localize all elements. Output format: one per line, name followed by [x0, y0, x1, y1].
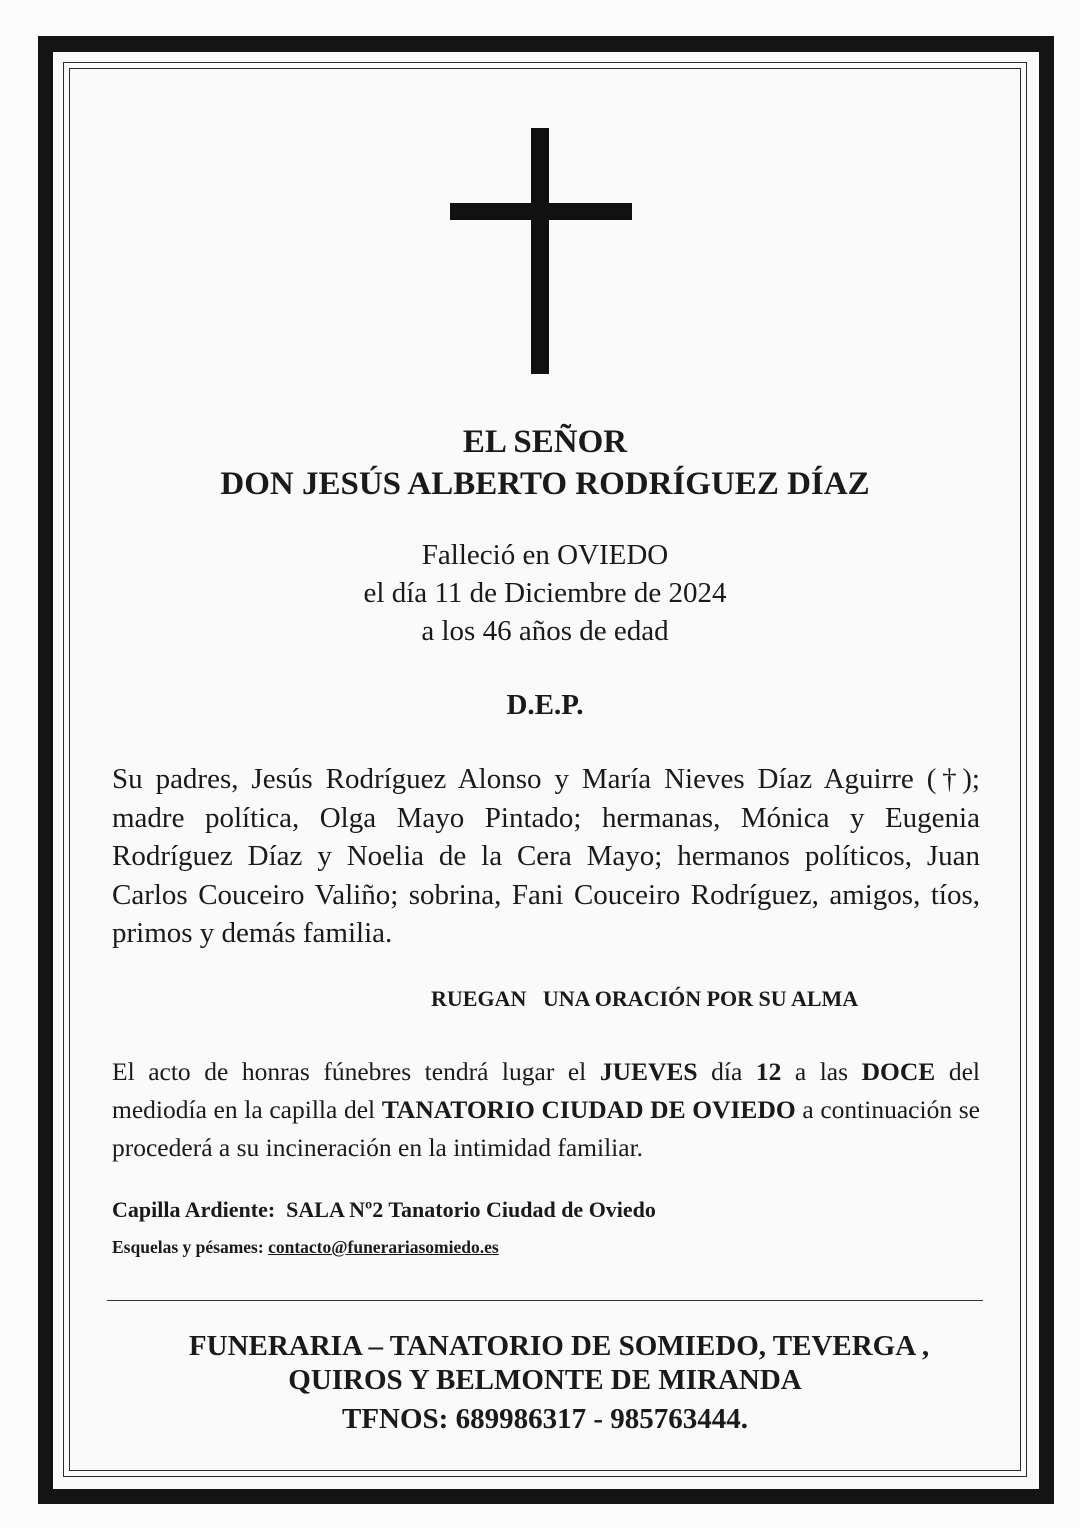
esquelas-label: Esquelas y pésames: [112, 1237, 264, 1257]
title-honorific: EL SEÑOR [462, 424, 628, 460]
deceased-name: DON JESÚS ALBERTO RODRÍGUEZ DÍAZ [220, 466, 870, 502]
ceremony-text-4: del mediodía en la capilla del [112, 1057, 980, 1124]
footer-divider [107, 1300, 983, 1301]
death-place: Falleció en OVIEDO [421, 539, 669, 571]
contact-email-link[interactable]: contacto@funerariasomiedo.es [268, 1237, 499, 1257]
footer-funeral-home-line1: FUNERARIA – TANATORIO DE SOMIEDO, TEVERGA , [188, 1330, 930, 1362]
footer-funeral-home-line2: QUIROS Y BELMONTE DE MIRANDA [288, 1364, 802, 1396]
ceremony-paragraph [112, 1053, 980, 1167]
capilla-label: Capilla Ardiente: [112, 1197, 276, 1222]
ceremony-text-1: El acto de honras fúnebres tendrá lugar el [112, 1057, 600, 1086]
family-paragraph: Su padres, Jesús Rodríguez Alonso y María Nieves Díaz Aguirre (†); madre política, Olga Mayo Pintado; hermanas, Mónica y Eugenia Rodríguez Díaz y Noelia de la Cera Mayo; hermanos políticos, Juan Carlos Couceiro Valiño; sobrina, Fani Couceiro Rodríguez, amigos, tíos, primos y demás familia. [112, 763, 980, 949]
capilla-line [112, 1197, 656, 1223]
ceremony-text-5: a continuación se procederá a su incineración en la intimidad familiar. [112, 1095, 980, 1162]
ceremony-place: TANATORIO CIUDAD DE OVIEDO [381, 1095, 796, 1124]
ceremony-hour: DOCE [861, 1057, 936, 1086]
cross-horizontal-bar [450, 203, 632, 220]
death-date: el día 11 de Diciembre de 2024 [363, 577, 727, 609]
ceremony-text-3: a las [781, 1057, 862, 1086]
dep-label: D.E.P. [506, 689, 584, 721]
esquelas-line [112, 1237, 499, 1258]
capilla-value: SALA Nº2 Tanatorio Ciudad de Oviedo [286, 1197, 656, 1222]
ceremony-day-number: 12 [755, 1057, 782, 1086]
age-at-death: a los 46 años de edad [421, 615, 669, 647]
ceremony-day-name: JUEVES [599, 1057, 698, 1086]
cross-vertical-bar [531, 128, 549, 374]
ceremony-text-2: día [697, 1057, 756, 1086]
footer-phones: TFNOS: 689986317 - 985763444. [342, 1403, 748, 1435]
prayer-request: RUEGAN UNA ORACIÓN POR SU ALMA [431, 986, 859, 1011]
